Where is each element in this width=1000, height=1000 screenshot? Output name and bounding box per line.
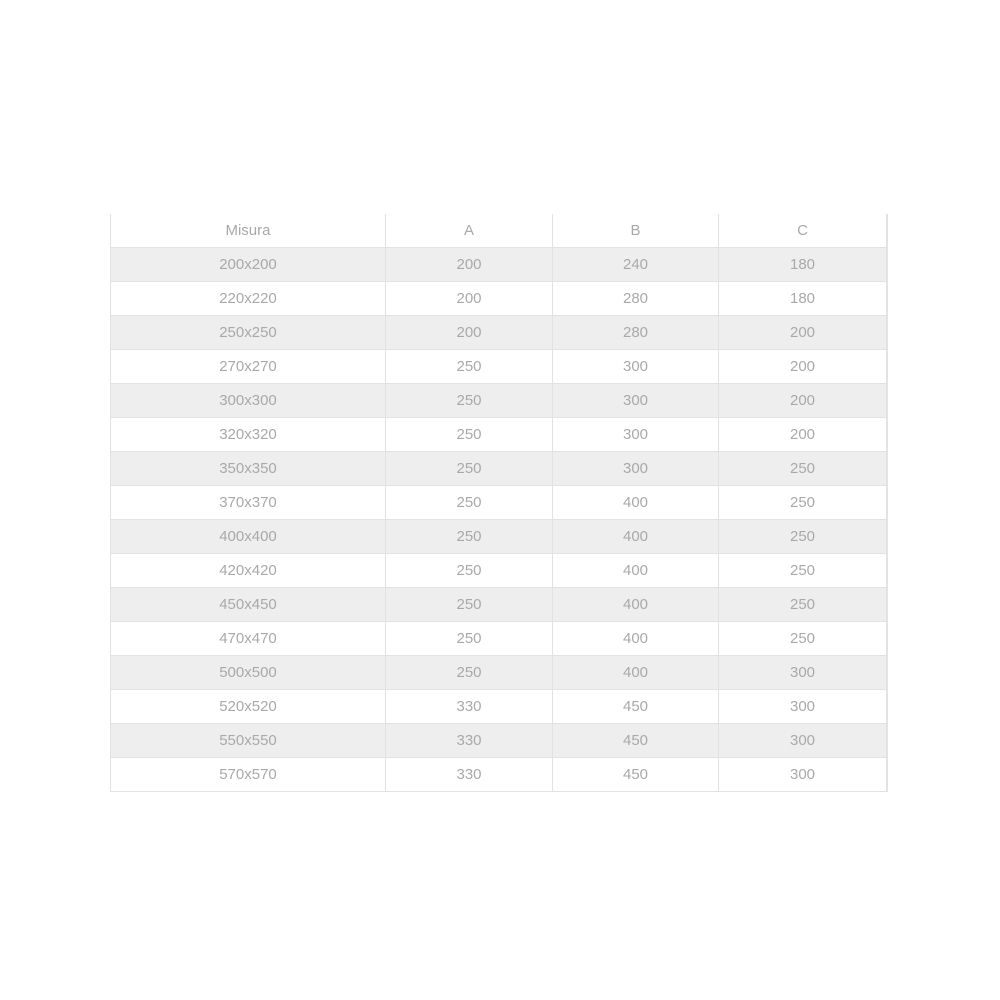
- table-row: [111, 316, 887, 350]
- cell-b: 400: [553, 520, 719, 554]
- header-a: A: [386, 214, 553, 248]
- cell-misura: 420x420: [111, 554, 386, 588]
- size-table-container: [110, 214, 888, 792]
- header-b: B: [553, 214, 719, 248]
- cell-misura: 300x300: [111, 384, 386, 418]
- cell-a: 250: [386, 520, 553, 554]
- cell-c: 250: [719, 554, 887, 588]
- cell-b: 400: [553, 588, 719, 622]
- cell-c: 300: [719, 758, 887, 792]
- table-row: [111, 452, 887, 486]
- cell-misura: 350x350: [111, 452, 386, 486]
- table-row: [111, 520, 887, 554]
- table-row: [111, 690, 887, 724]
- cell-misura: 220x220: [111, 282, 386, 316]
- cell-c: 300: [719, 690, 887, 724]
- cell-b: 300: [553, 350, 719, 384]
- cell-misura: 470x470: [111, 622, 386, 656]
- cell-a: 200: [386, 248, 553, 282]
- cell-b: 300: [553, 418, 719, 452]
- table-row: [111, 486, 887, 520]
- cell-b: 400: [553, 656, 719, 690]
- cell-misura: 250x250: [111, 316, 386, 350]
- size-table: [110, 214, 887, 792]
- cell-a: 250: [386, 418, 553, 452]
- cell-c: 200: [719, 418, 887, 452]
- cell-b: 300: [553, 452, 719, 486]
- cell-c: 180: [719, 248, 887, 282]
- table-body: [111, 248, 887, 792]
- cell-b: 280: [553, 282, 719, 316]
- cell-b: 280: [553, 316, 719, 350]
- cell-c: 300: [719, 656, 887, 690]
- table-row: [111, 418, 887, 452]
- cell-b: 240: [553, 248, 719, 282]
- cell-c: 200: [719, 350, 887, 384]
- table-row: [111, 656, 887, 690]
- cell-a: 250: [386, 656, 553, 690]
- header-c: C: [719, 214, 887, 248]
- cell-b: 450: [553, 724, 719, 758]
- cell-a: 330: [386, 690, 553, 724]
- cell-misura: 450x450: [111, 588, 386, 622]
- cell-a: 250: [386, 384, 553, 418]
- cell-c: 250: [719, 486, 887, 520]
- cell-c: 250: [719, 452, 887, 486]
- cell-a: 250: [386, 486, 553, 520]
- cell-a: 250: [386, 350, 553, 384]
- table-row: [111, 758, 887, 792]
- table-row: [111, 554, 887, 588]
- cell-b: 400: [553, 554, 719, 588]
- cell-a: 200: [386, 282, 553, 316]
- cell-misura: 400x400: [111, 520, 386, 554]
- table-row: [111, 724, 887, 758]
- cell-b: 400: [553, 622, 719, 656]
- table-row: [111, 350, 887, 384]
- header-misura: Misura: [111, 214, 386, 248]
- table-row: [111, 588, 887, 622]
- cell-misura: 520x520: [111, 690, 386, 724]
- cell-a: 250: [386, 622, 553, 656]
- cell-a: 250: [386, 554, 553, 588]
- cell-a: 200: [386, 316, 553, 350]
- cell-c: 180: [719, 282, 887, 316]
- cell-c: 250: [719, 622, 887, 656]
- cell-misura: 500x500: [111, 656, 386, 690]
- cell-misura: 320x320: [111, 418, 386, 452]
- cell-misura: 370x370: [111, 486, 386, 520]
- cell-misura: 570x570: [111, 758, 386, 792]
- table-row: [111, 384, 887, 418]
- cell-c: 200: [719, 384, 887, 418]
- cell-a: 330: [386, 758, 553, 792]
- cell-c: 250: [719, 520, 887, 554]
- cell-a: 330: [386, 724, 553, 758]
- cell-misura: 270x270: [111, 350, 386, 384]
- cell-b: 450: [553, 690, 719, 724]
- table-row: [111, 622, 887, 656]
- cell-c: 250: [719, 588, 887, 622]
- cell-c: 200: [719, 316, 887, 350]
- cell-misura: 200x200: [111, 248, 386, 282]
- cell-b: 400: [553, 486, 719, 520]
- table-row: [111, 282, 887, 316]
- cell-misura: 550x550: [111, 724, 386, 758]
- cell-b: 450: [553, 758, 719, 792]
- cell-a: 250: [386, 588, 553, 622]
- header-row: [111, 214, 887, 248]
- table-row: [111, 248, 887, 282]
- cell-a: 250: [386, 452, 553, 486]
- cell-b: 300: [553, 384, 719, 418]
- table-header: [111, 214, 887, 248]
- cell-c: 300: [719, 724, 887, 758]
